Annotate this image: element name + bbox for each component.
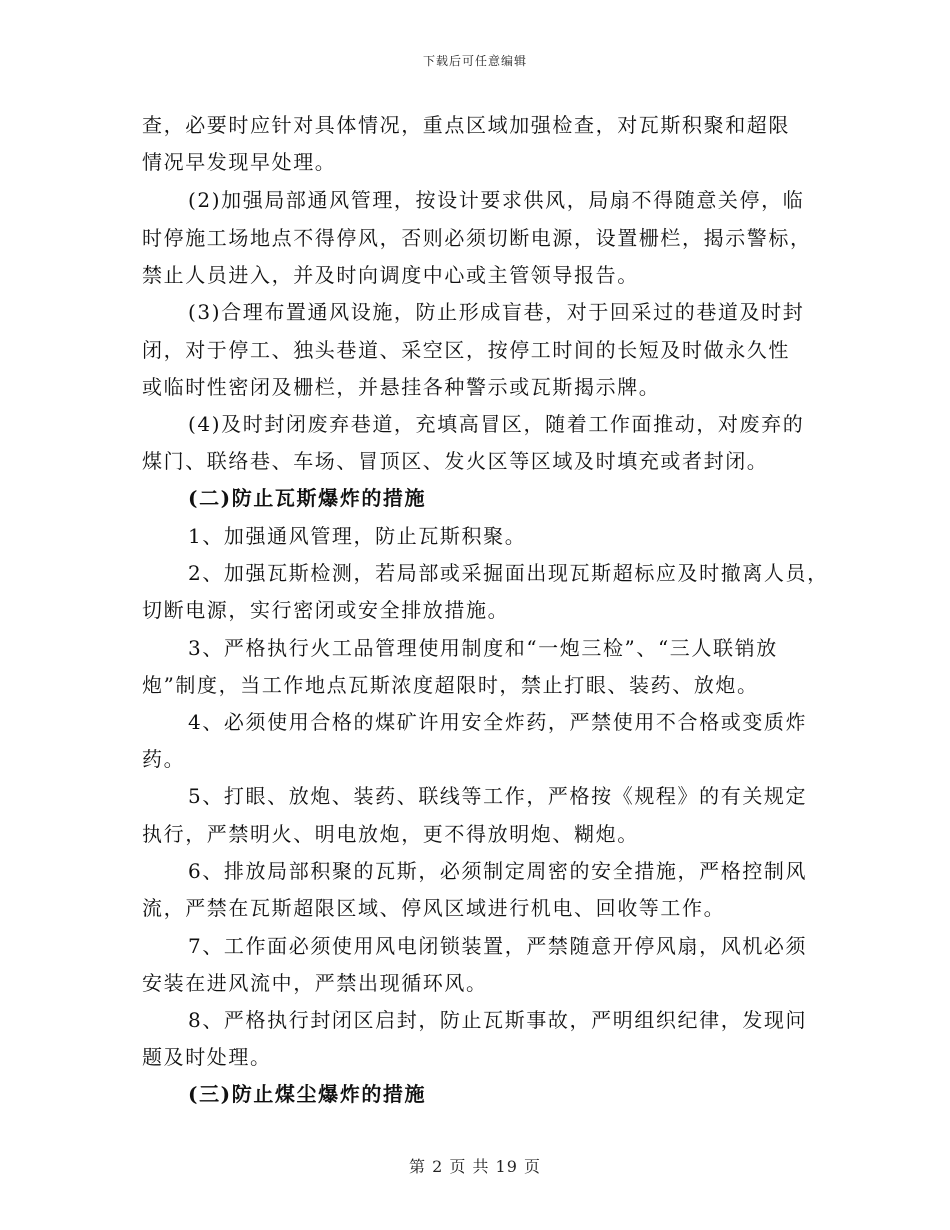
body-line: 切断电源，实行密闭或安全排放措施。 [142, 598, 510, 622]
paragraph-start-line: (4)及时封闭废弃巷道，充填高冒区，随着工作面推动，对废弃的 [188, 412, 805, 436]
body-line: 炮”制度，当工作地点瓦斯浓度超限时，禁止打眼、装药、放炮。 [142, 673, 759, 697]
section-heading: (三)防止煤尘爆炸的措施 [188, 1082, 427, 1106]
section-heading: (二)防止瓦斯爆炸的措施 [188, 486, 427, 510]
body-line: 煤门、联络巷、车场、冒顶区、发火区等区域及时填充或者封闭。 [142, 449, 769, 473]
paragraph-start-line: 4、必须使用合格的煤矿许用安全炸药，严禁使用不合格或变质炸 [188, 710, 808, 734]
body-line: 情况早发现早处理。 [142, 150, 337, 174]
body-line: 安装在进风流中，严禁出现循环风。 [142, 971, 488, 995]
body-line: 查，必要时应针对具体情况，重点区域加强检查，对瓦斯积聚和超限 [142, 113, 790, 137]
body-line: 时停施工场地点不得停风，否则必须切断电源，设置栅栏，揭示警标， [142, 226, 812, 250]
paragraph-start-line: 7、工作面必须使用风电闭锁装置，严禁随意开停风扇，风机必须 [188, 934, 808, 958]
paragraph-start-line: 6、排放局部积聚的瓦斯，必须制定周密的安全措施，严格控制风 [188, 859, 808, 883]
paragraph-start-line: 8、严格执行封闭区启封，防止瓦斯事故，严明组织纪律，发现问 [188, 1008, 808, 1032]
body-line: 或临时性密闭及栅栏，并悬挂各种警示或瓦斯揭示牌。 [142, 375, 661, 399]
body-line: 执行，严禁明火、明电放炮，更不得放明炮、糊炮。 [142, 822, 639, 846]
body-line: 闭，对于停工、独头巷道、采空区，按停工时间的长短及时做永久性 [142, 338, 790, 362]
body-line: 禁止人员进入，并及时向调度中心或主管领导报告。 [142, 263, 639, 287]
paragraph-start-line: 2、加强瓦斯检测，若局部或采掘面出现瓦斯超标应及时撤离人员， [188, 561, 829, 585]
page-number-footer: 第 2 页 共 19 页 [409, 1157, 541, 1176]
body-line: 流，严禁在瓦斯超限区域、停风区域进行机电、回收等工作。 [142, 896, 726, 920]
body-line: 药。 [142, 747, 186, 771]
paragraph-start-line: 5、打眼、放炮、装药、联线等工作，严格按《规程》的有关规定 [188, 784, 808, 808]
paragraph-start-line: (3)合理布置通风设施，防止形成盲巷，对于回采过的巷道及时封 [188, 300, 805, 324]
paragraph-start-line: 1、加强通风管理，防止瓦斯积聚。 [188, 524, 527, 548]
paragraph-start-line: (2)加强局部通风管理，按设计要求供风，局扇不得随意关停，临 [188, 188, 805, 212]
paragraph-start-line: 3、严格执行火工品管理使用制度和“一炮三检”、“三人联销放 [188, 636, 778, 660]
body-line: 题及时处理。 [142, 1045, 272, 1069]
page-header-note: 下载后可任意编辑 [422, 54, 527, 68]
